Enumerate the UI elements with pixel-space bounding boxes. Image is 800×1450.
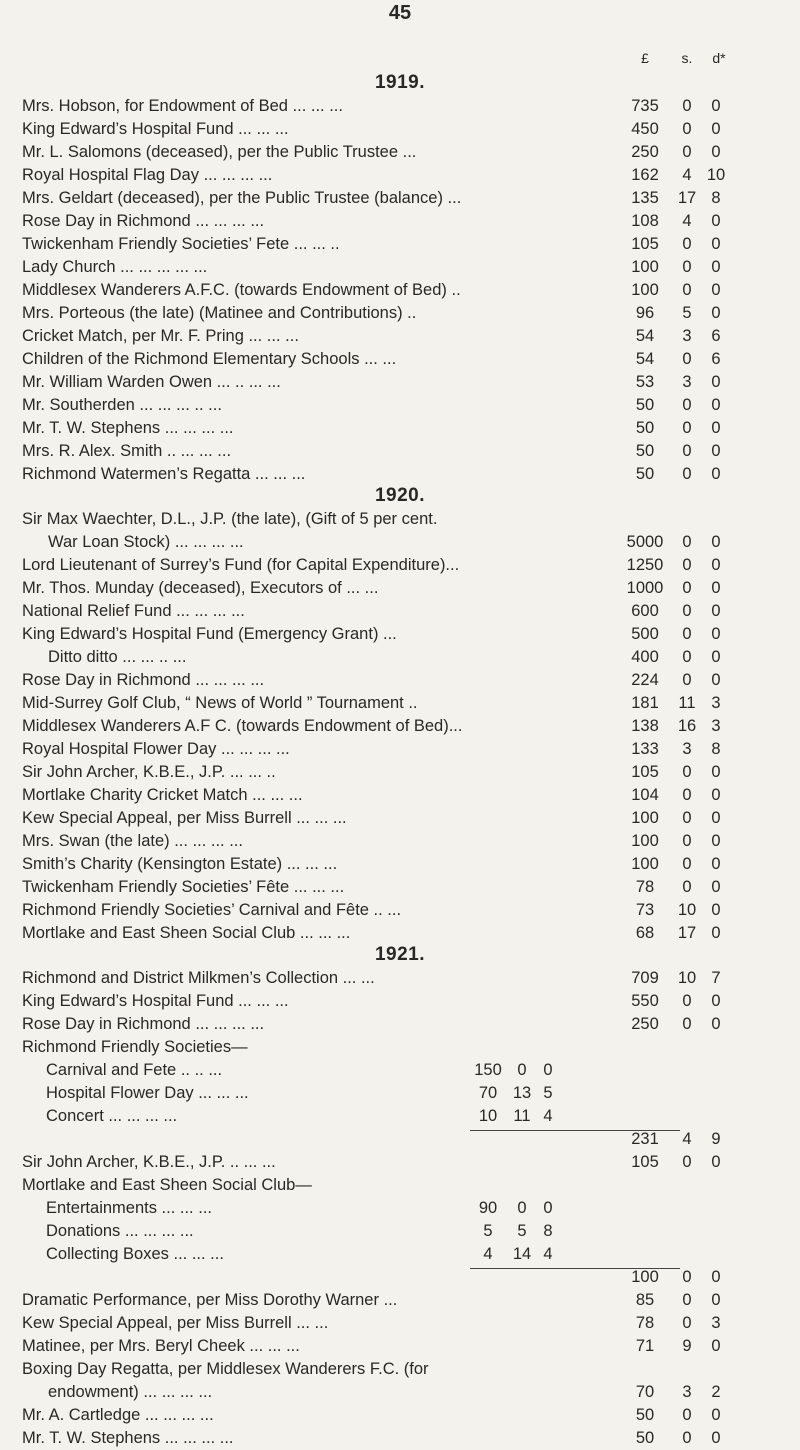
ledger-row [0,508,800,531]
amount-pence: 3 [711,717,721,735]
amount-shillings: 0 [682,235,692,253]
ledger-row [0,646,800,669]
amount-shillings: 0 [682,832,692,850]
amount-pounds: 78 [635,1314,655,1332]
amount-shillings: 10 [677,969,697,987]
amount-pounds: 50 [635,465,655,483]
year-heading: 1920. [374,485,426,506]
amount-pounds: 50 [635,442,655,460]
row-label: Hospital Flower Day ... ... ... [46,1084,249,1102]
amount-pence: 0 [711,1268,721,1286]
row-label: Mrs. Swan (the late) ... ... ... ... [22,832,243,850]
shillings-header: s. [681,50,693,66]
amount-shillings: 0 [682,763,692,781]
amount-shillings: 0 [682,143,692,161]
row-label: Mr. T. W. Stephens ... ... ... ... [22,419,234,437]
row-label: Sir Max Waechter, D.L., J.P. (the late), (Gift of 5 per cent. [22,510,438,528]
amount-pence: 0 [711,373,721,391]
ledger-row [0,394,800,417]
amount-shillings: 9 [682,1337,692,1355]
amount-shillings: 0 [682,1314,692,1332]
row-label: Mortlake and East Sheen Social Club ... ... ... [22,924,351,942]
ledger-row [0,164,800,187]
row-label: Twickenham Friendly Societies’ Fête ... ... ... [22,878,345,896]
amount-pence: 0 [711,1429,721,1447]
amount-pounds: 100 [631,1268,659,1286]
amount-shillings: 0 [682,1015,692,1033]
amount-shillings: 0 [682,878,692,896]
row-label: Kew Special Appeal, per Miss Burrell ... ... [22,1314,329,1332]
amount-pounds: 50 [635,1429,655,1447]
amount-pounds: 10 [478,1107,498,1125]
amount-pence: 0 [711,1406,721,1424]
amount-pounds: 135 [631,189,659,207]
amount-shillings: 0 [682,419,692,437]
ledger-row [0,279,800,302]
ledger-row [0,669,800,692]
amount-pence: 0 [711,97,721,115]
amount-pence: 0 [711,992,721,1010]
amount-shillings: 3 [682,373,692,391]
amount-pence: 0 [711,786,721,804]
amount-pence: 0 [711,1015,721,1033]
amount-shillings: 10 [677,901,697,919]
amount-pence: 0 [711,465,721,483]
amount-pounds: 250 [631,1015,659,1033]
amount-shillings: 0 [682,1268,692,1286]
ledger-row [0,807,800,830]
row-label: King Edward’s Hospital Fund (Emergency Grant) ... [22,625,397,643]
ledger-row [0,256,800,279]
row-label: Rose Day in Richmond ... ... ... ... [22,1015,265,1033]
ledger-row [0,1381,800,1404]
amount-pence: 4 [543,1245,553,1263]
ledger-row [0,141,800,164]
amount-pounds: 133 [631,740,659,758]
amount-pounds: 231 [631,1130,659,1148]
amount-pounds: 105 [631,235,659,253]
amount-pounds: 5 [483,1222,493,1240]
row-label: Mrs. Hobson, for Endowment of Bed ... ... ... [22,97,343,115]
ledger-row [0,417,800,440]
amount-shillings: 0 [682,281,692,299]
ledger-row [0,738,800,761]
page-number: 45 [388,2,412,24]
amount-pence: 0 [711,855,721,873]
amount-pence: 0 [711,878,721,896]
ledger-row [0,967,800,990]
amount-shillings: 0 [682,556,692,574]
amount-shillings: 0 [682,442,692,460]
amount-pounds: 138 [631,717,659,735]
row-label: Middlesex Wanderers A.F.C. (towards Endowment of Bed) .. [22,281,461,299]
amount-pence: 0 [711,143,721,161]
amount-pounds: 108 [631,212,659,230]
currency-header [0,50,800,70]
amount-pounds: 50 [635,1406,655,1424]
ledger-row [0,348,800,371]
amount-shillings: 13 [512,1084,532,1102]
amount-pounds: 150 [474,1061,502,1079]
amount-pounds: 162 [631,166,659,184]
amount-shillings: 5 [517,1222,527,1240]
amount-pounds: 71 [635,1337,655,1355]
year-heading: 1919. [374,72,426,93]
ledger-row [0,233,800,256]
ledger-row [0,302,800,325]
ledger-row [0,1059,800,1082]
amount-pounds: 1000 [626,579,664,597]
amount-pounds: 96 [635,304,655,322]
ledger-row [0,1151,800,1174]
amount-shillings: 0 [682,533,692,551]
ledger-row [0,853,800,876]
row-label: Mrs. Porteous (the late) (Matinee and Contributions) .. [22,304,417,322]
amount-shillings: 4 [682,212,692,230]
ledger-row [0,1220,800,1243]
amount-pounds: 54 [635,350,655,368]
ledger-row [0,784,800,807]
amount-pounds: 68 [635,924,655,942]
row-label: Carnival and Fete .. .. ... [46,1061,223,1079]
amount-shillings: 3 [682,1383,692,1401]
amount-pounds: 70 [635,1383,655,1401]
ledger-row [0,1197,800,1220]
amount-shillings: 0 [517,1199,527,1217]
amount-pence: 0 [711,602,721,620]
ledger-row [0,692,800,715]
row-label: Richmond Friendly Societies— [22,1038,248,1056]
amount-pounds: 104 [631,786,659,804]
amount-pence: 7 [711,969,721,987]
amount-pence: 4 [543,1107,553,1125]
ledger-row [0,761,800,784]
ledger-row [0,1036,800,1059]
amount-pounds: 450 [631,120,659,138]
amount-pence: 3 [711,1314,721,1332]
row-label: Mrs. Geldart (deceased), per the Public Trustee (balance) ... [22,189,462,207]
amount-shillings: 3 [682,740,692,758]
row-label: Collecting Boxes ... ... ... [46,1245,224,1263]
amount-shillings: 11 [678,694,696,712]
row-label: Mid-Surrey Golf Club, “ News of World ” Tournament .. [22,694,418,712]
amount-shillings: 5 [682,304,692,322]
amount-pence: 0 [711,258,721,276]
ledger-row [0,531,800,554]
amount-pounds: 90 [478,1199,498,1217]
amount-pounds: 4 [483,1245,493,1263]
row-label: Mr. Thos. Munday (deceased), Executors of ... ... [22,579,379,597]
amount-pence: 0 [711,901,721,919]
ledger-row [0,1243,800,1266]
row-label: Richmond Friendly Societies’ Carnival and Fête .. ... [22,901,402,919]
amount-pence: 0 [711,281,721,299]
amount-pence: 0 [711,533,721,551]
amount-pounds: 709 [631,969,659,987]
amount-pence: 0 [543,1199,553,1217]
amount-shillings: 0 [682,350,692,368]
ledger-row [0,187,800,210]
amount-pence: 0 [711,763,721,781]
amount-shillings: 17 [677,924,697,942]
amount-pence: 10 [706,166,726,184]
amount-shillings: 0 [682,855,692,873]
row-label: National Relief Fund ... ... ... ... [22,602,245,620]
amount-pounds: 85 [635,1291,655,1309]
ledger-row [0,1082,800,1105]
row-label: Mortlake Charity Cricket Match ... ... ... [22,786,303,804]
amount-shillings: 0 [682,671,692,689]
row-label: Middlesex Wanderers A.F C. (towards Endowment of Bed)... [22,717,463,735]
amount-pence: 0 [711,579,721,597]
amount-pence: 0 [711,235,721,253]
amount-pence: 0 [711,442,721,460]
ledger-row [0,118,800,141]
amount-pence: 0 [711,304,721,322]
amount-pounds: 250 [631,143,659,161]
ledger-row [0,95,800,118]
amount-pounds: 54 [635,327,655,345]
row-label: Richmond and District Milkmen’s Collection ... ... [22,969,375,987]
amount-pence: 0 [711,1153,721,1171]
row-label: Royal Hospital Flag Day ... ... ... ... [22,166,273,184]
amount-pence: 0 [711,625,721,643]
row-label: Twickenham Friendly Societies’ Fete ... ... .. [22,235,340,253]
amount-pounds: 50 [635,419,655,437]
ledger-row [0,830,800,853]
amount-pence: 8 [711,740,721,758]
row-label: Richmond Watermen’s Regatta ... ... ... [22,465,306,483]
ledger-row [0,1335,800,1358]
row-label: Concert ... ... ... ... [46,1107,178,1125]
amount-pounds: 735 [631,97,659,115]
amount-shillings: 3 [682,327,692,345]
amount-shillings: 0 [682,786,692,804]
amount-shillings: 0 [682,258,692,276]
row-label: Sir John Archer, K.B.E., J.P. ... ... .. [22,763,276,781]
amount-pounds: 1250 [626,556,664,574]
ledger-row [0,1105,800,1128]
amount-shillings: 0 [682,579,692,597]
row-label: Ditto ditto ... ... .. ... [48,648,187,666]
ledger-row [0,623,800,646]
amount-pence: 0 [711,120,721,138]
pounds-header: £ [641,50,649,66]
ledger-row [0,899,800,922]
amount-shillings: 0 [517,1061,527,1079]
row-label: Mr. Southerden ... ... ... .. ... [22,396,222,414]
amount-pounds: 181 [631,694,659,712]
row-label: endowment) ... ... ... ... [48,1383,213,1401]
amount-pence: 0 [711,671,721,689]
ledger-row [0,1174,800,1197]
row-label: War Loan Stock) ... ... ... ... [48,533,244,551]
ledger-row [0,1358,800,1381]
ledger-row [0,1427,800,1450]
amount-pence: 0 [711,419,721,437]
amount-shillings: 17 [677,189,697,207]
row-label: King Edward’s Hospital Fund ... ... ... [22,992,289,1010]
amount-pence: 0 [543,1061,553,1079]
ledger-row [0,371,800,394]
amount-pence: 0 [711,832,721,850]
ledger-row [0,463,800,486]
amount-pence: 8 [543,1222,553,1240]
row-label: Rose Day in Richmond ... ... ... ... [22,212,265,230]
amount-pounds: 100 [631,855,659,873]
ledger-row [0,1128,800,1151]
amount-shillings: 0 [682,1429,692,1447]
amount-shillings: 4 [682,1130,692,1148]
amount-pounds: 105 [631,1153,659,1171]
ledger-row [0,554,800,577]
amount-pence: 0 [711,924,721,942]
amount-shillings: 11 [513,1107,531,1125]
ledger-row [0,440,800,463]
row-label: Children of the Richmond Elementary Schools ... ... [22,350,397,368]
amount-pounds: 50 [635,396,655,414]
amount-pence: 0 [711,396,721,414]
ledger-row [0,876,800,899]
year-heading: 1921. [374,944,426,965]
ledger-row [0,922,800,945]
row-label: Boxing Day Regatta, per Middlesex Wanderers F.C. (for [22,1360,429,1378]
ledger-row [0,715,800,738]
amount-pence: 0 [711,809,721,827]
amount-pounds: 70 [478,1084,498,1102]
row-label: Mr. A. Cartledge ... ... ... ... [22,1406,214,1424]
amount-shillings: 0 [682,625,692,643]
amount-shillings: 16 [677,717,697,735]
amount-pounds: 100 [631,809,659,827]
amount-shillings: 0 [682,120,692,138]
row-label: Rose Day in Richmond ... ... ... ... [22,671,265,689]
row-label: Sir John Archer, K.B.E., J.P. .. ... ... [22,1153,276,1171]
amount-pence: 0 [711,556,721,574]
ledger-row [0,1266,800,1289]
amount-pounds: 600 [631,602,659,620]
amount-pounds: 400 [631,648,659,666]
amount-pence: 8 [711,189,721,207]
row-label: Entertainments ... ... ... [46,1199,212,1217]
row-label: Royal Hospital Flower Day ... ... ... ... [22,740,290,758]
amount-pence: 0 [711,648,721,666]
amount-pounds: 5000 [626,533,664,551]
row-label: Mrs. R. Alex. Smith .. ... ... ... [22,442,232,460]
amount-pence: 3 [711,694,721,712]
amount-pence: 9 [711,1130,721,1148]
ledger-row [0,1289,800,1312]
ledger-row [0,600,800,623]
amount-pence: 2 [711,1383,721,1401]
amount-pence: 0 [711,212,721,230]
amount-pence: 6 [711,327,721,345]
amount-pounds: 550 [631,992,659,1010]
ledger-row [0,990,800,1013]
amount-shillings: 0 [682,1291,692,1309]
row-label: Mortlake and East Sheen Social Club— [22,1176,312,1194]
ledger-row [0,325,800,348]
row-label: Mr. William Warden Owen ... .. ... ... [22,373,281,391]
row-label: Mr. L. Salomons (deceased), per the Public Trustee ... [22,143,417,161]
amount-shillings: 0 [682,465,692,483]
amount-shillings: 0 [682,648,692,666]
amount-pounds: 224 [631,671,659,689]
row-label: Mr. T. W. Stephens ... ... ... ... [22,1429,234,1447]
amount-shillings: 0 [682,396,692,414]
ledger-row [0,1404,800,1427]
amount-pounds: 105 [631,763,659,781]
ledger-row [0,1013,800,1036]
row-label: Donations ... ... ... ... [46,1222,194,1240]
amount-pence: 0 [711,1291,721,1309]
amount-pounds: 53 [635,373,655,391]
amount-pence: 6 [711,350,721,368]
amount-shillings: 0 [682,97,692,115]
row-label: Smith’s Charity (Kensington Estate) ... ... ... [22,855,338,873]
amount-pounds: 100 [631,258,659,276]
row-label: Dramatic Performance, per Miss Dorothy Warner ... [22,1291,398,1309]
amount-pounds: 500 [631,625,659,643]
amount-pounds: 73 [635,901,655,919]
row-label: Matinee, per Mrs. Beryl Cheek ... ... ... [22,1337,300,1355]
amount-shillings: 0 [682,809,692,827]
amount-shillings: 0 [682,992,692,1010]
amount-pounds: 78 [635,878,655,896]
row-label: Cricket Match, per Mr. F. Pring ... ... ... [22,327,299,345]
amount-shillings: 0 [682,1406,692,1424]
amount-pence: 5 [543,1084,553,1102]
amount-pounds: 100 [631,281,659,299]
amount-shillings: 0 [682,602,692,620]
ledger-row [0,210,800,233]
amount-shillings: 4 [682,166,692,184]
row-label: King Edward’s Hospital Fund ... ... ... [22,120,289,138]
amount-pounds: 100 [631,832,659,850]
pence-header: d* [712,50,726,66]
ledger-row [0,577,800,600]
amount-pence: 0 [711,1337,721,1355]
amount-shillings: 14 [512,1245,532,1263]
row-label: Lord Lieutenant of Surrey’s Fund (for Capital Expenditure)... [22,556,460,574]
ledger-row [0,1312,800,1335]
amount-shillings: 0 [682,1153,692,1171]
row-label: Kew Special Appeal, per Miss Burrell ... ... ... [22,809,347,827]
row-label: Lady Church ... ... ... ... ... [22,258,208,276]
